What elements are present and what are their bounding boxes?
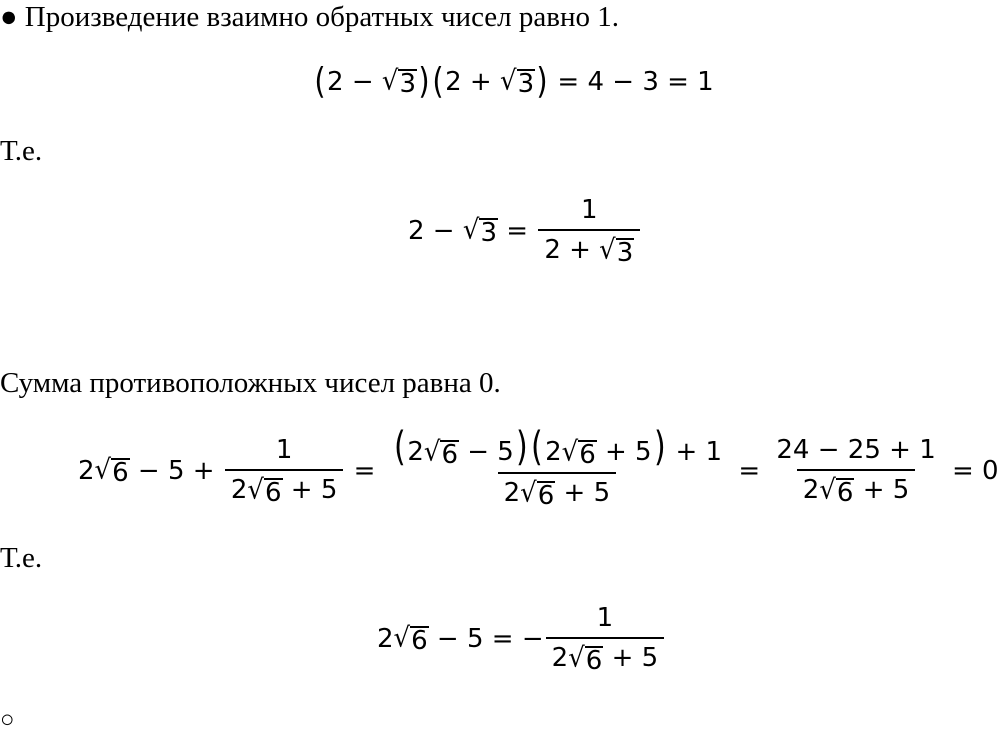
left-paren: ( <box>432 60 444 102</box>
formula-term: 2 + <box>445 66 500 97</box>
sqrt-6: √ 6 <box>393 622 428 656</box>
left-paren: ( <box>314 60 326 102</box>
right-paren: ) <box>653 424 666 470</box>
fraction-numerator: 1 <box>275 435 293 465</box>
sqrt-6: √ 6 <box>94 454 129 488</box>
formula-opposite-equality: 2 √ 6 − 5 = − 1 2 √ 6 + 5 <box>377 603 666 674</box>
intro-line <box>0 0 619 34</box>
equals: = <box>730 455 769 486</box>
fraction-numerator: 24 − 25 + 1 <box>776 435 936 465</box>
sqrt-icon: √ <box>423 436 441 468</box>
formula-term: 2 − <box>327 66 382 97</box>
sqrt-icon: √ <box>561 436 579 468</box>
sqrt-3: √ 3 <box>462 214 497 248</box>
fraction <box>538 195 640 266</box>
fraction-denominator: 2 √ 6 + 5 <box>797 469 916 506</box>
sum-line: Сумма противоположных чисел равна 0. <box>0 367 501 399</box>
left-paren: ( <box>531 424 544 470</box>
sqrt-icon: √ <box>94 454 112 486</box>
fraction <box>546 603 665 674</box>
sqrt-icon: √ <box>568 642 585 674</box>
formula-result: = 0 <box>943 455 999 486</box>
sqrt-6: √ 6 <box>568 642 603 676</box>
fraction-denominator: 2 √ 6 + 5 <box>498 472 617 509</box>
sqrt-3: √ 3 <box>599 234 634 268</box>
fraction-numerator: 1 <box>581 195 598 225</box>
sqrt-icon: √ <box>599 234 616 266</box>
te-label-1: Т.е. <box>0 135 43 167</box>
intro-text: Произведение взаимно обратных чисел равно 1. <box>24 1 619 33</box>
formula-term: 2 − <box>408 215 463 246</box>
fraction <box>225 435 344 506</box>
fraction-denominator: 2 + √ 3 <box>538 229 640 266</box>
fraction-denominator: 2 √ 6 + 5 <box>546 637 665 674</box>
right-paren: ) <box>515 424 528 470</box>
formula-reciprocal-product <box>313 60 714 102</box>
sqrt-icon: √ <box>462 214 480 246</box>
sqrt-icon: √ <box>393 622 411 654</box>
sqrt-icon: √ <box>499 65 517 97</box>
right-paren: ) <box>418 60 430 102</box>
sqrt-icon: √ <box>819 474 836 506</box>
left-paren: ( <box>393 424 406 470</box>
sqrt-icon: √ <box>381 65 399 97</box>
circle-icon: ○ <box>0 707 15 733</box>
sqrt-6: √ 6 <box>819 474 854 508</box>
sqrt-icon: √ <box>247 474 264 506</box>
fraction <box>386 424 728 511</box>
fraction-numerator: (2 √ 6 − 5)(2 √ 6 + 5) + 1 <box>393 424 723 470</box>
te-label-2: Т.е. <box>0 542 43 574</box>
sqrt-6: √ 6 <box>247 474 282 508</box>
sqrt-3: √ 3 <box>381 65 417 99</box>
fraction-numerator: 1 <box>596 603 614 633</box>
sqrt-6: √ 6 <box>561 436 596 470</box>
equals: = <box>345 455 384 486</box>
fraction <box>770 435 941 506</box>
formula-opposite-sum: 2 √ 6 − 5 + 1 2 √ 6 + 5 = (2 √ 6 − 5)(2 √ 6 + 5) + 1 2 √ 6 + 5 = 24 − 25 + 1 2 √ 6 + 5 = 0 <box>78 424 999 511</box>
fraction-denominator: 2 √ 6 + 5 <box>225 469 344 506</box>
formula-result: = 4 − 3 = 1 <box>549 66 714 97</box>
equals: = <box>497 215 537 246</box>
sqrt-6: √ 6 <box>520 477 555 511</box>
sqrt-3: √ 3 <box>499 65 535 99</box>
bullet-icon: ● <box>0 1 18 33</box>
sqrt-icon: √ <box>520 477 537 509</box>
formula-reciprocal-equality <box>408 195 642 266</box>
sqrt-6: √ 6 <box>423 436 458 470</box>
right-paren: ) <box>536 60 548 102</box>
